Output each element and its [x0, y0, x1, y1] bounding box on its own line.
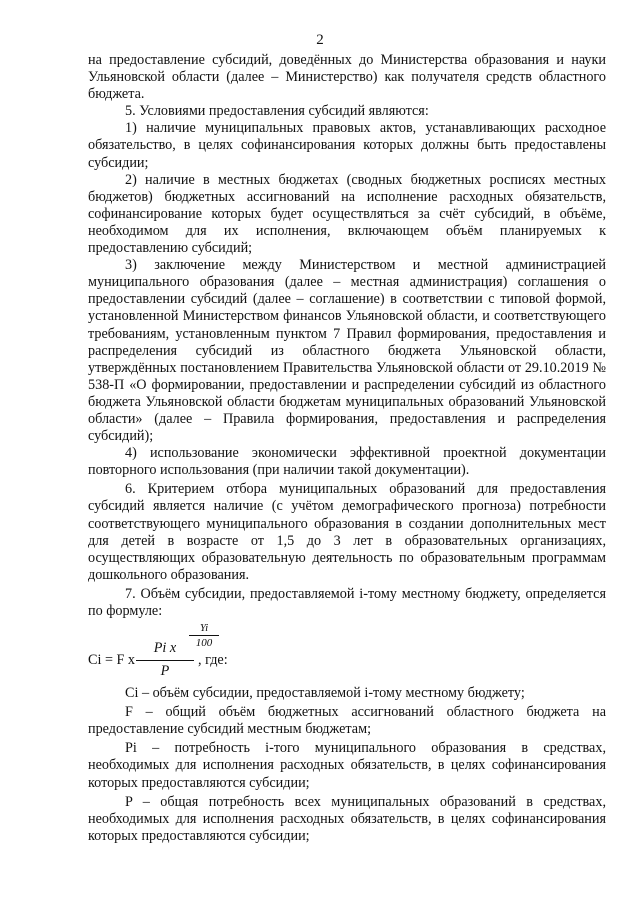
formula-inner-denominator: 100: [195, 637, 213, 650]
document-body: [88, 52, 606, 845]
inner-fraction-bar: [189, 635, 219, 636]
paragraph: 4) использование экономически эффективной проектной документации повторного использования (при наличии такой документации).: [88, 445, 606, 479]
formula-numerator: Pi x: [153, 640, 177, 657]
paragraph: на предоставление субсидий, доведённых до Министерства образования и науки Ульяновской области (далее – Министерство) как получателя средств областного бюджета.: [88, 52, 606, 103]
formula-tail: , где:: [198, 652, 228, 669]
formula-inner-numerator: Yi: [199, 622, 209, 635]
formula-fraction: [136, 622, 194, 680]
subsidy-formula: [88, 622, 606, 682]
fraction-bar: [136, 660, 194, 661]
paragraph: 6. Критерием отбора муниципальных образований для предоставления субсидий является наличие (с учётом демографического прогноза) потребности соответствующего муниципального образования в создании дополнительных мест для детей в возрасте от 1,5 до 3 лет в образовательных организациях, осуществляющих образовательную деятельность по образовательным программам дошкольного образования.: [88, 481, 606, 583]
paragraph: 1) наличие муниципальных правовых актов, устанавливающих расходное обязательство, в целях софинансирования которых должны быть предоставлены субсидии;: [88, 120, 606, 171]
paragraph: 7. Объём субсидии, предоставляемой i-тому местному бюджету, определяется по формуле:: [88, 585, 606, 619]
formula-lhs: Ci = F x: [88, 652, 136, 669]
formula-inner-fraction: [189, 622, 219, 649]
paragraph: 3) заключение между Министерством и местной администрацией муниципального образования (далее – местная администрация) соглашения о предоставлении субсидий (далее – соглашение) в соответствии с типовой формой, установленной Министерством финансов Ульяновской области, и соответствующего требованиям, установленным пунктом 7 Правил формирования, предоставления и распределения субсидий из областного бюджета Ульяновской области, утверждённых постановлением Правительства Ульяновской области от 29.10.2019 № 538-П «О формировании, предоставлении и распределении субсидий из областного бюджета Ульяновской области бюджетам муниципальных образований Ульяновской области» (далее – Правила формирования, предоставления и распределения субсидий);: [88, 257, 606, 445]
definition: Pi – потребность i-того муниципального образования в средствах, необходимых для исполнения расходных обязательств, в целях софинансирования которых предоставляются субсидии;: [88, 740, 606, 791]
paragraph: 5. Условиями предоставления субсидий являются:: [125, 103, 429, 120]
formula-denominator: P: [160, 663, 170, 680]
definition: F – общий объём бюджетных ассигнований областного бюджета на предоставление субсидий местным бюджетам;: [88, 704, 606, 738]
paragraph: 2) наличие в местных бюджетах (сводных бюджетных росписях местных бюджетов) бюджетных ассигнований на исполнение расходных обязательств, софинансирование которых будет осуществляться за счёт субсидий, в объёме, необходимом для их исполнения, включающем объём планируемых к предоставлению субсидий;: [88, 171, 606, 257]
definition: P – общая потребность всех муниципальных образований в средствах, необходимых для исполнения расходных обязательств, в целях софинансирования которых предоставляются субсидии;: [88, 793, 606, 844]
definition: Ci – объём субсидии, предоставляемой i-тому местному бюджету;: [125, 685, 525, 702]
page-number: 2: [316, 32, 324, 48]
